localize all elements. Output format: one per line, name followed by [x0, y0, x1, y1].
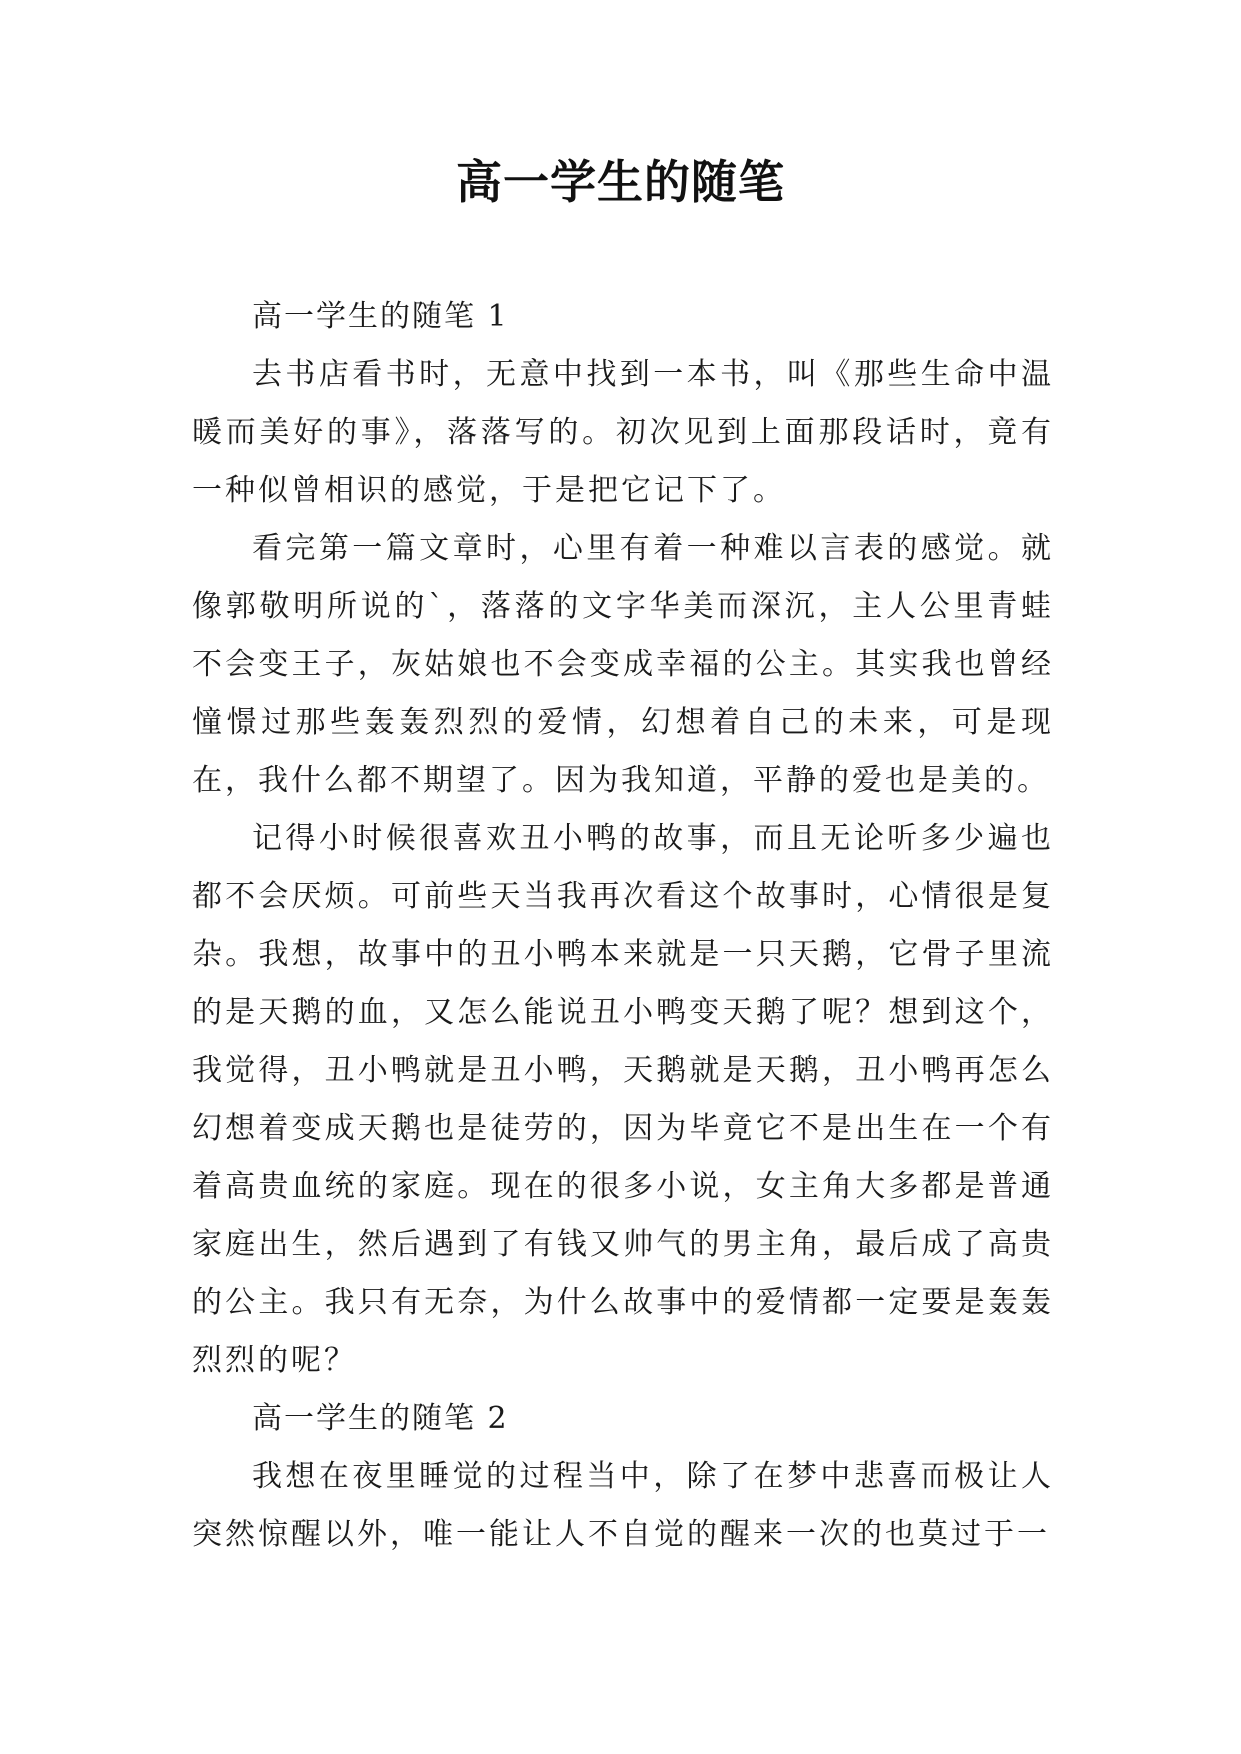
section-heading-2: 高一学生的随笔 2 [252, 1401, 509, 1436]
document-body [192, 288, 1054, 1564]
paragraph: 记得小时候很喜欢丑小鸭的故事，而且无论听多少遍也都不会厌烦。可前些天当我再次看这个故事时，心情很是复杂。我想，故事中的丑小鸭本来就是一只天鹅，它骨子里流的是天鹅的血，又怎么能说丑小鸭变天鹅了呢？想到这个，我觉得，丑小鸭就是丑小鸭，天鹅就是天鹅，丑小鸭再怎么幻想着变成天鹅也是徒劳的，因为毕竟它不是出生在一个有着高贵血统的家庭。现在的很多小说，女主角大多都是普通家庭出生，然后遇到了有钱又帅气的男主角，最后成了高贵的公主。我只有无奈，为什么故事中的爱情都一定要是轰轰烈烈的呢？ [192, 821, 1054, 1378]
paragraph: 看完第一篇文章时，心里有着一种难以言表的感觉。就像郭敬明所说的`，落落的文字华美而深沉，主人公里青蛙不会变王子，灰姑娘也不会变成幸福的公主。其实我也曾经憧憬过那些轰轰烈烈的爱情，幻想着自己的未来，可是现在，我什么都不期望了。因为我知道，平静的爱也是美的。 [192, 531, 1054, 798]
paragraph: 我想在夜里睡觉的过程当中，除了在梦中悲喜而极让人突然惊醒以外，唯一能让人不自觉的醒来一次的也莫过于一 [192, 1459, 1054, 1552]
paragraph: 去书店看书时，无意中找到一本书，叫《那些生命中温暖而美好的事》，落落写的。初次见到上面那段话时，竟有一种似曾相识的感觉，于是把它记下了。 [192, 357, 1054, 508]
section-heading-1: 高一学生的随笔 1 [252, 299, 509, 334]
document-title: 高一学生的随笔 [456, 155, 785, 209]
